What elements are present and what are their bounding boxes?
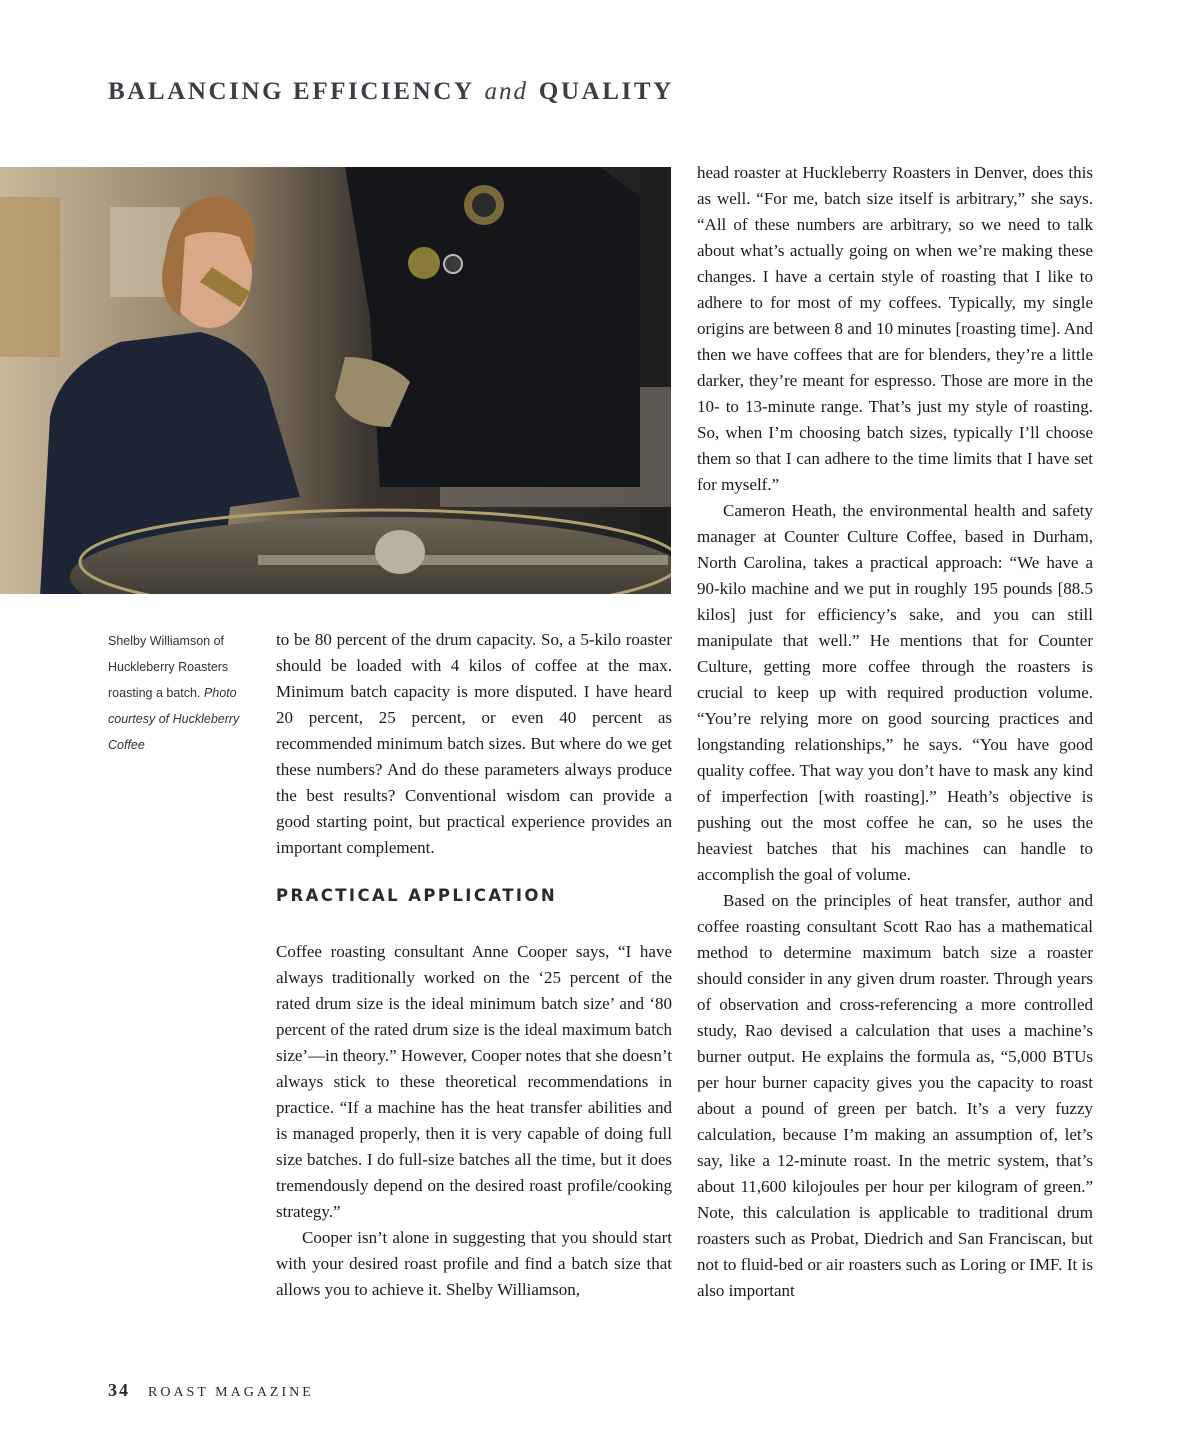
middle-column-bottom: [276, 939, 672, 1303]
roaster-photo: [0, 167, 671, 594]
header-title-part2: QUALITY: [538, 78, 674, 105]
roaster-photo-illustration: [0, 167, 671, 594]
body-paragraph: Cameron Heath, the environmental health and safety manager at Counter Culture Coffee, based in Durham, North Carolina, takes a practical approach: “We have a 90-kilo machine and we put in roughly 195 pounds [88.5 kilos] just for efficiency’s sake, and you can still manipulate that well.” He mentions that for Counter Culture, getting more coffee through the roasters is crucial to keep up with required production volume. “You’re relying more on good sourcing practices and longstanding relationships,” he says. “You have good quality coffee. That way you don’t have to mask any kind of imperfection [with roasting].” Heath’s objective is pushing out the most coffee he can, so he uses the heaviest batches that his machines can handle to accomplish the goal of volume.: [697, 501, 1093, 884]
right-column: [697, 160, 1093, 1304]
body-paragraph: to be 80 percent of the drum capacity. So, a 5-kilo roaster should be loaded with 4 kilos of coffee at the max. Minimum batch capacity is more disputed. I have heard 20 percent, 25 percent, or even 40 percent as recommended minimum batch sizes. But where do we get these numbers? And do these parameters always produce the best results? Conventional wisdom can provide a good starting point, but practical experience provides an important complement.: [276, 630, 672, 857]
middle-column-top: [276, 627, 672, 861]
body-paragraph: Coffee roasting consultant Anne Cooper says, “I have always traditionally worked on the ‘25 percent of the rated drum size is the ideal minimum batch size’ and ‘80 percent of the rated drum size is the ideal maximum batch size’—in theory.” However, Cooper notes that she doesn’t always stick to these theoretical recommendations in practice. “If a machine has the heat transfer abilities and is managed properly, then it is very capable of doing full size batches. I do full-size batches all the time, but it does tremendously depend on the desired roast profile/cooking strategy.”: [276, 942, 672, 1221]
caption-text: Shelby Williamson of Huckleberry Roasters roasting a batch.: [108, 634, 229, 700]
caption-credit: Photo courtesy of Huckleberry Coffee: [108, 686, 240, 752]
header-title-part1: BALANCING EFFICIENCY: [108, 78, 474, 105]
page-number: 34: [108, 1380, 130, 1400]
running-header: [108, 78, 674, 106]
photo-caption: [108, 628, 248, 758]
body-paragraph: Based on the principles of heat transfer, author and coffee roasting consultant Scott Rao has a mathematical method to determine maximum batch size a roaster should consider in any given drum roaster. Through years of observation and cross-referencing a more controlled study, Rao devised a calculation that uses a machine’s burner output. He explains the formula as, “5,000 BTUs per hour burner capacity gives you the capacity to roast about a pound of green per batch. It’s a very fuzzy calculation, because I’m making an assumption of, let’s say, like a 12-minute roast. In the metric system, that’s about 11,600 kilojoules per hour per kilogram of green.” Note, this calculation is applicable to traditional drum roasters such as Probat, Diedrich and San Franciscan, but not to fluid-bed or air roasters such as Loring or IMF. It is also important: [697, 891, 1093, 1300]
page-footer: [108, 1380, 314, 1401]
magazine-name: ROAST MAGAZINE: [148, 1385, 314, 1400]
body-paragraph: Cooper isn’t alone in suggesting that you should start with your desired roast profile and find a batch size that allows you to achieve it. Shelby Williamson,: [276, 1228, 672, 1299]
section-subhead: PRACTICAL APPLICATION: [276, 886, 558, 905]
body-paragraph: head roaster at Huckleberry Roasters in Denver, does this as well. “For me, batch size itself is arbitrary,” she says. “All of these numbers are arbitrary, so we need to talk about what’s actually going on when we’re making these changes. I have a certain style of roasting that I like to adhere to for most of my coffees. Typically, my single origins are between 8 and 10 minutes [roasting time]. And then we have coffees that are for blenders, they’re a little darker, they’re meant for espresso. Those are more in the 10- to 13-minute range. That’s just my style of roasting. So, when I’m choosing batch sizes, typically I’ll choose them so that I can adhere to the time limits that I have set for myself.”: [697, 163, 1093, 494]
header-title-and: and: [484, 78, 529, 105]
